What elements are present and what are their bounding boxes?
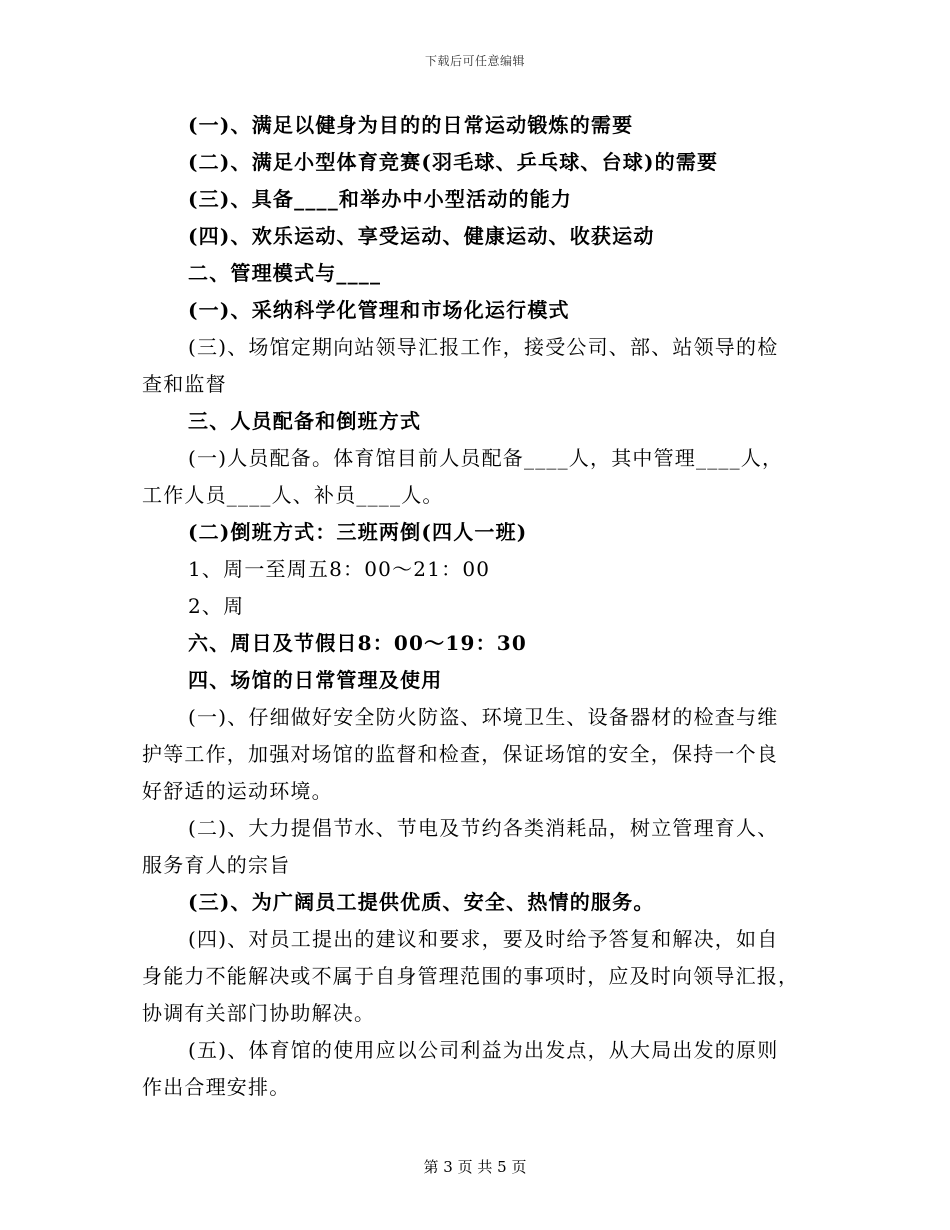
text-line: 工作人员____人、补员____人。	[142, 483, 444, 507]
text-line: 服务育人的宗旨	[142, 853, 291, 877]
text-line: (五)、体育馆的使用应以公司利益为出发点，从大局出发的原则	[188, 1038, 779, 1062]
section-heading: 二、管理模式与____	[188, 261, 382, 285]
text-line: 协调有关部门协助解决。	[142, 1001, 376, 1025]
section-heading: 四、场馆的日常管理及使用	[188, 668, 443, 692]
text-line: 2、周	[188, 594, 245, 618]
page-header: 下载后可任意编辑	[424, 54, 525, 68]
section-heading: 三、人员配备和倒班方式	[188, 409, 422, 433]
text-line: (三)、具备____和举办中小型活动的能力	[188, 187, 573, 211]
text-line: (一)人员配备。体育馆目前人员配备____人，其中管理____人，	[188, 446, 784, 470]
text-line: (二)、大力提倡节水、节电及节约各类消耗品，树立管理育人、	[188, 816, 779, 840]
text-line: (一)、采纳科学化管理和市场化运行模式	[188, 298, 570, 322]
text-line: (一)、仔细做好安全防火防盗、环境卫生、设备器材的检查与维	[188, 705, 779, 729]
text-line: 六、周日及节假日8：00～19：30	[188, 631, 528, 655]
text-line: (二)倒班方式：三班两倒(四人一班)	[188, 520, 528, 544]
page-footer: 第 3 页 共 5 页	[423, 1158, 527, 1176]
text-line: (四)、欢乐运动、享受运动、健康运动、收获运动	[188, 224, 655, 248]
text-line: 1、周一至周五8：00～21：00	[188, 557, 491, 581]
text-line: 护等工作，加强对场馆的监督和检查，保证场馆的安全，保持一个良	[142, 742, 778, 766]
document-body	[142, 107, 802, 1106]
text-line: (三)、场馆定期向站领导汇报工作，接受公司、部、站领导的检	[188, 335, 779, 359]
text-line: 身能力不能解决或不属于自身管理范围的事项时，应及时向领导汇报，	[142, 964, 800, 988]
text-line: (三)、为广阔员工提供优质、安全、热情的服务。	[188, 890, 655, 914]
text-line: (一)、满足以健身为目的的日常运动锻炼的需要	[188, 113, 634, 137]
text-line: (四)、对员工提出的建议和要求，要及时给予答复和解决，如自	[188, 927, 779, 951]
text-line: 好舒适的运动环境。	[142, 779, 333, 803]
text-line: 作出合理安排。	[142, 1075, 291, 1099]
text-line: (二)、满足小型体育竞赛(羽毛球、乒乓球、台球)的需要	[188, 150, 719, 174]
text-line: 查和监督	[142, 372, 227, 396]
